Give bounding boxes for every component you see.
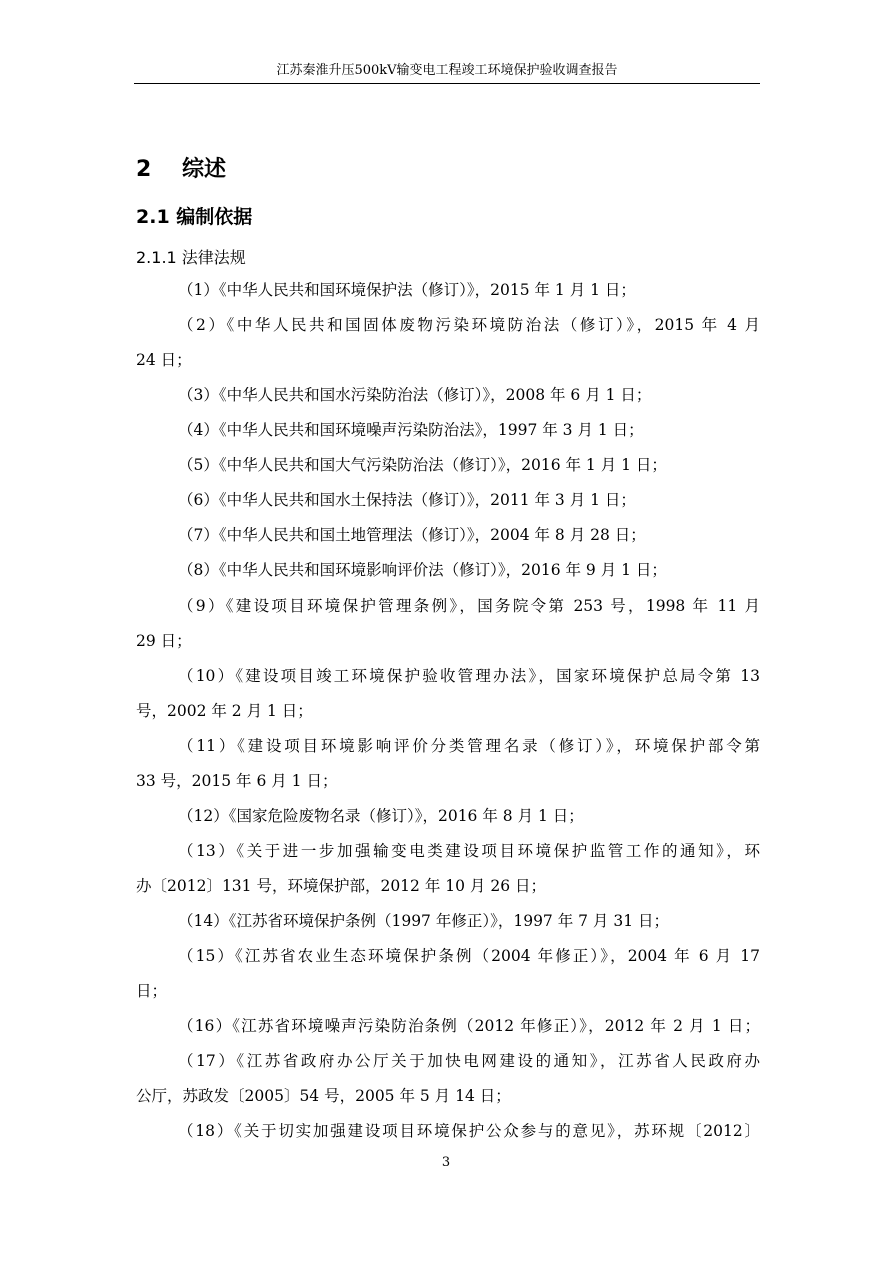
list-item: （13）《关于进一步加强输变电类建设项目环境保护监管工作的通知》，环 bbox=[178, 842, 760, 860]
list-item: （2）《中华人民共和国固体废物污染环境防治法（修订）》，2015 年 4 月 bbox=[178, 316, 760, 334]
list-item: （8）《中华人民共和国环境影响评价法（修订）》，2016 年 9 月 1 日； bbox=[178, 561, 667, 579]
section-number: 2 bbox=[136, 157, 152, 182]
list-item: （3）《中华人民共和国水污染防治法（修订）》，2008 年 6 月 1 日； bbox=[178, 386, 652, 404]
subsection-heading: 2.1 编制依据 bbox=[136, 206, 253, 228]
list-item-continuation: 24 日； bbox=[136, 351, 192, 369]
list-item-continuation: 号，2002 年 2 月 1 日； bbox=[136, 702, 313, 720]
list-item-continuation: 办〔2012〕131 号，环境保护部，2012 年 10 月 26 日； bbox=[136, 877, 546, 895]
list-item: （7）《中华人民共和国土地管理法（修订）》，2004 年 8 月 28 日； bbox=[178, 526, 646, 544]
list-item: （16）《江苏省环境噪声污染防治条例（2012 年修正）》，2012 年 2 月 1 日； bbox=[178, 1017, 760, 1035]
header-rule bbox=[134, 83, 760, 84]
list-item: （5）《中华人民共和国大气污染防治法（修订）》，2016 年 1 月 1 日； bbox=[178, 456, 667, 474]
list-item: （17）《江苏省政府办公厅关于加快电网建设的通知》，江苏省人民政府办 bbox=[178, 1052, 760, 1070]
list-item: （11）《建设项目环境影响评价分类管理名录（修订）》，环境保护部令第 bbox=[178, 737, 760, 755]
list-item: （4）《中华人民共和国环境噪声污染防治法》，1997 年 3 月 1 日； bbox=[178, 421, 644, 439]
list-item: （10）《建设项目竣工环境保护验收管理办法》，国家环境保护总局令第 13 bbox=[178, 667, 760, 685]
list-item: （9）《建设项目环境保护管理条例》，国务院令第 253 号，1998 年 11 月 bbox=[178, 597, 760, 615]
list-item: （18）《关于切实加强建设项目环境保护公众参与的意见》，苏环规〔2012〕 bbox=[178, 1122, 760, 1140]
list-item-continuation: 日； bbox=[136, 982, 168, 1000]
list-item-continuation: 29 日； bbox=[136, 632, 192, 650]
section-heading bbox=[136, 152, 226, 183]
list-item: （6）《中华人民共和国水土保持法（修订）》，2011 年 3 月 1 日； bbox=[178, 491, 636, 509]
section-title: 综述 bbox=[182, 157, 227, 182]
list-item: （15）《江苏省农业生态环境保护条例（2004 年修正）》，2004 年 6 月 17 bbox=[178, 947, 760, 965]
subsubsection-heading: 2.1.1 法律法规 bbox=[136, 248, 246, 267]
list-item-continuation: 33 号，2015 年 6 月 1 日； bbox=[136, 772, 338, 790]
page-number: 3 bbox=[441, 1155, 451, 1170]
running-header: 江苏秦淮升压500kV输变电工程竣工环境保护验收调查报告 bbox=[276, 63, 618, 78]
list-item: （12）《国家危险废物名录（修订）》，2016 年 8 月 1 日； bbox=[178, 807, 584, 825]
list-item: （1）《中华人民共和国环境保护法（修订）》，2015 年 1 月 1 日； bbox=[178, 281, 636, 299]
list-item-continuation: 公厅，苏政发〔2005〕54 号，2005 年 5 月 14 日； bbox=[136, 1087, 511, 1105]
list-item: （14）《江苏省环境保护条例（1997 年修正）》，1997 年 7 月 31 日； bbox=[178, 912, 670, 930]
